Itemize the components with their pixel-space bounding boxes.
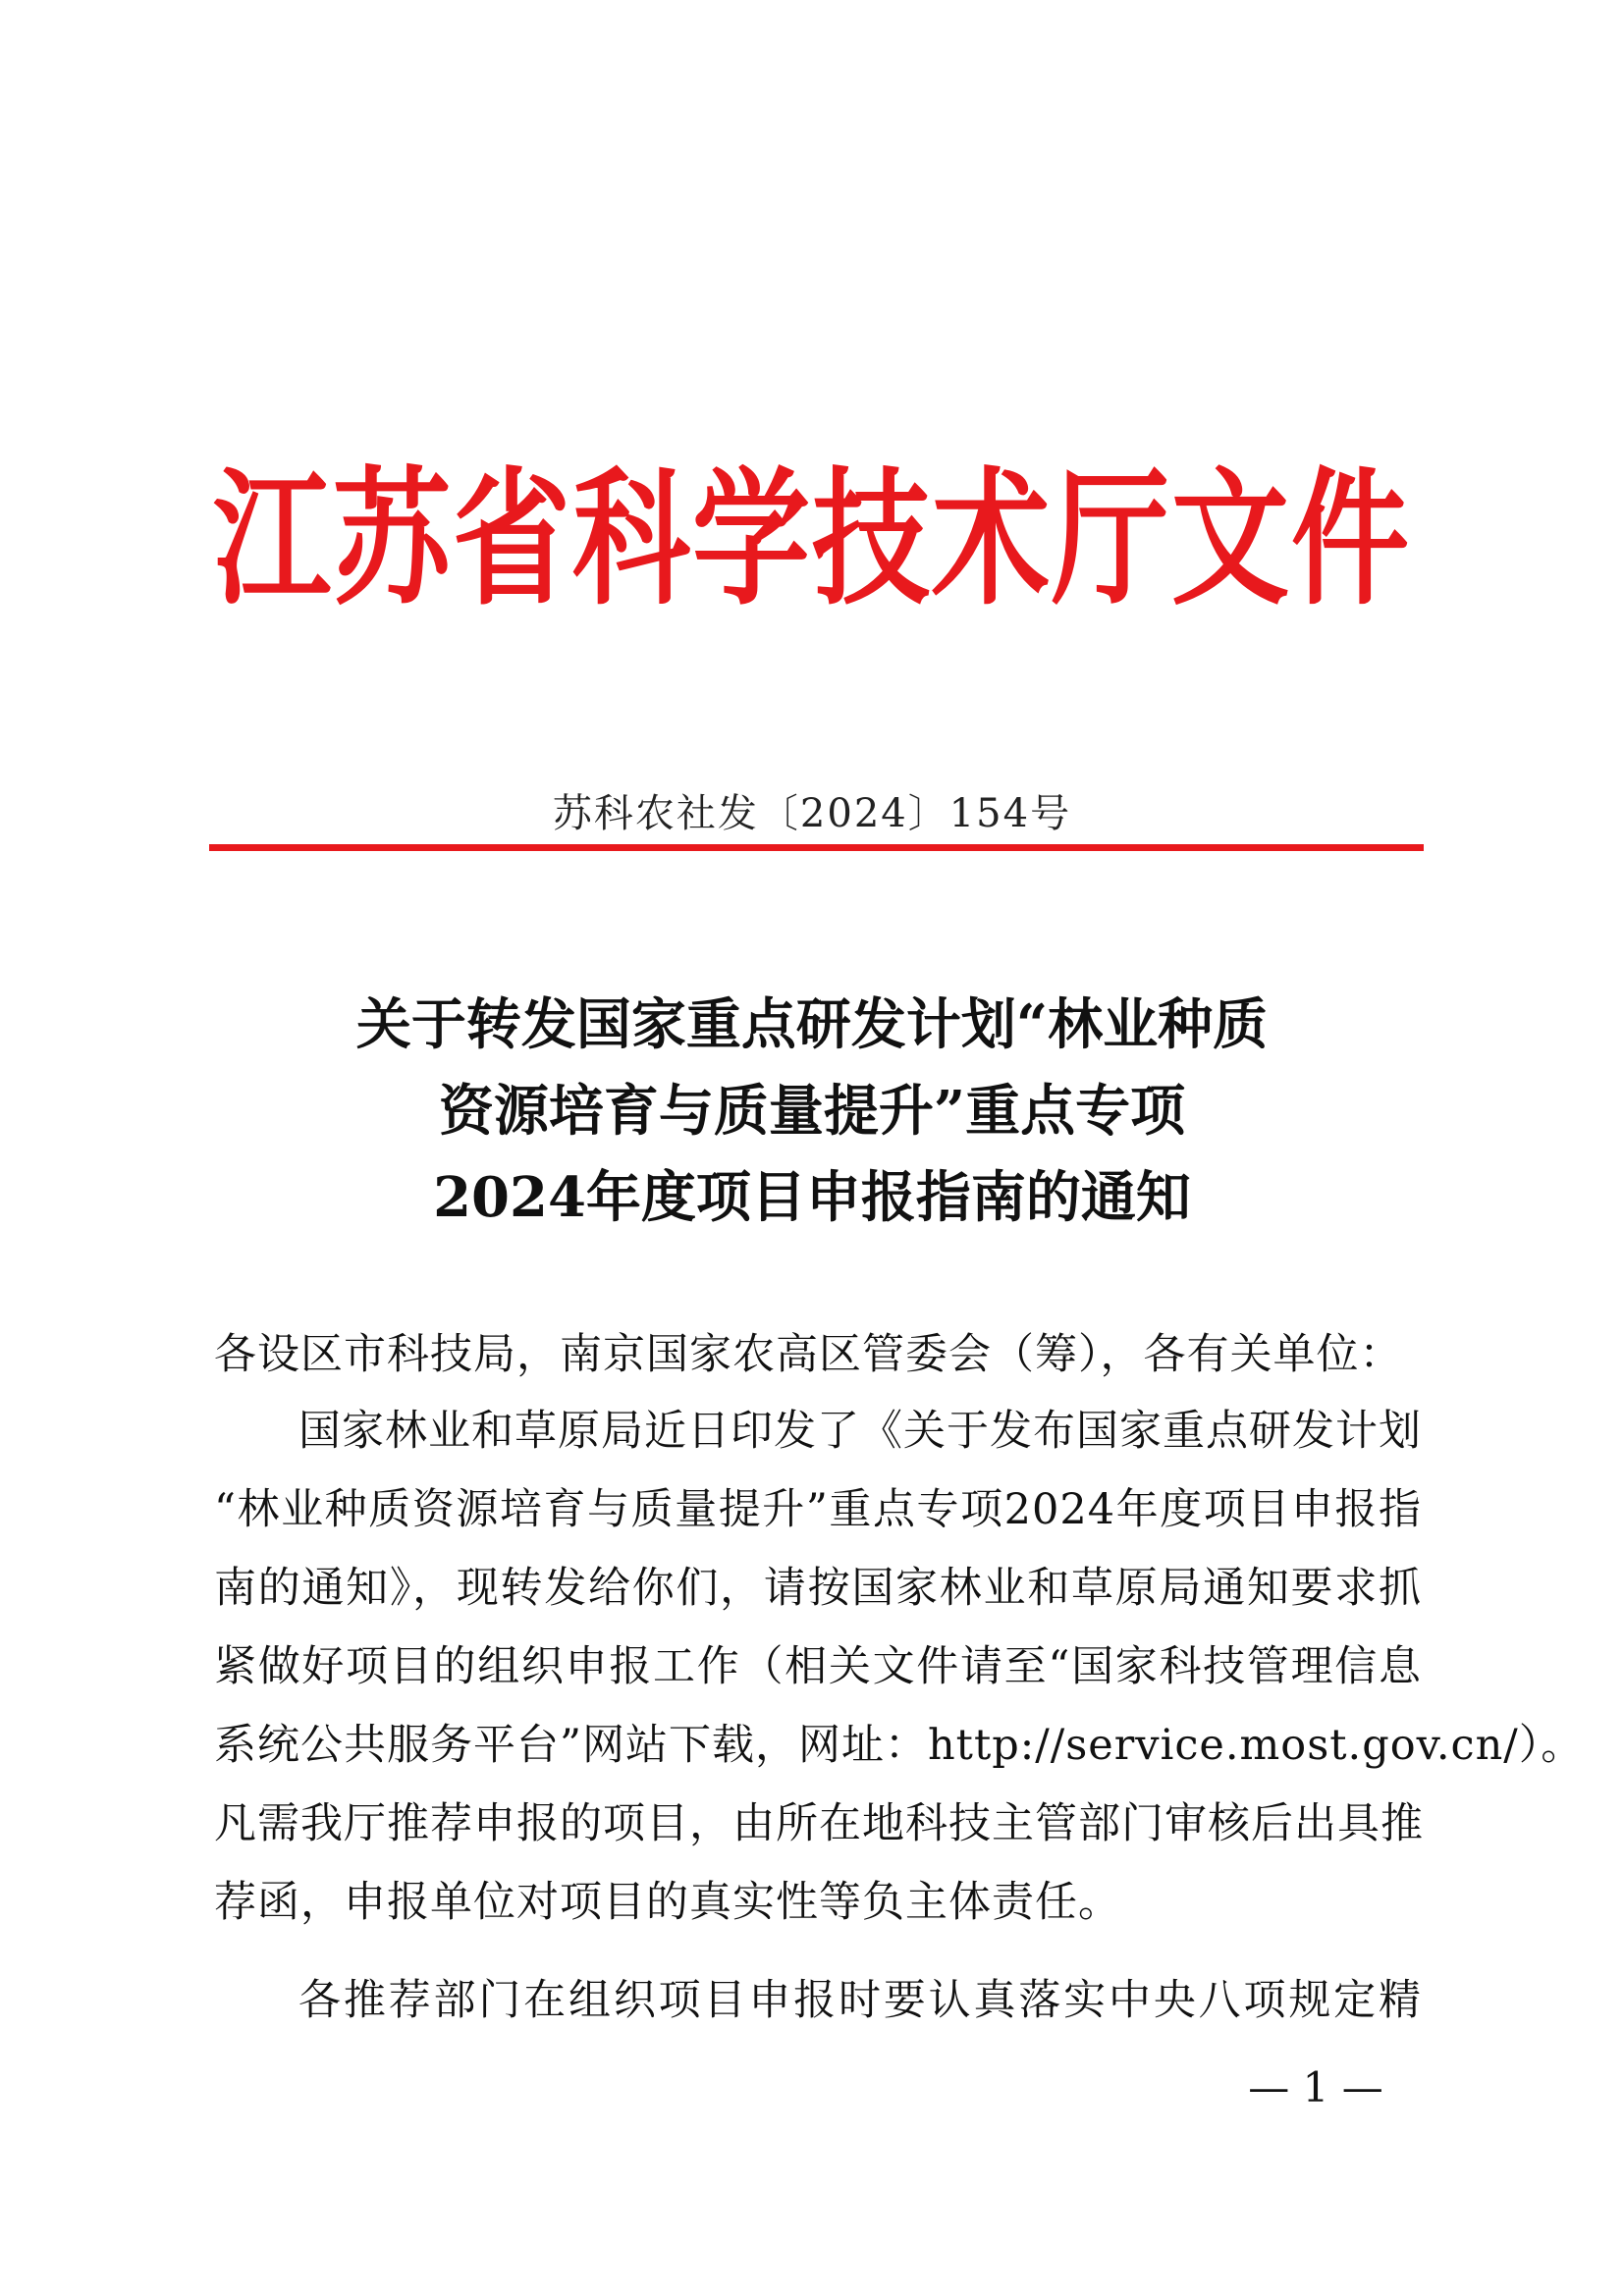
paragraph-1-line-7: 荐函，申报单位对项目的真实性等负主体责任。 [214,1878,1121,1927]
paragraph-1-line-2: “林业种质资源培育与质量提升”重点专项2024年度项目申报指 [214,1485,1422,1534]
page-number: — 1 — [1248,2063,1383,2111]
red-divider-line [209,844,1424,851]
paragraph-2-line-1: 各推荐部门在组织项目申报时要认真落实中央八项规定精 [298,1976,1422,2025]
masthead-title: 江苏省科学技术厅文件 [213,454,1411,626]
paragraph-1-line-4: 紧做好项目的组织申报工作（相关文件请至“国家科技管理信息 [214,1642,1422,1691]
notice-title-line-3: 2024年度项目申报指南的通知 [433,1165,1191,1230]
paragraph-1-line-3: 南的通知》，现转发给你们，请按国家林业和草原局通知要求抓 [214,1564,1422,1613]
notice-title-line-2: 资源培育与质量提升”重点专项 [438,1079,1186,1144]
paragraph-1-line-1: 国家林业和草原局近日印发了《关于发布国家重点研发计划 [298,1407,1422,1456]
paragraph-1-line-6: 凡需我厅推荐申报的项目，由所在地科技主管部门审核后出具推 [214,1799,1424,1848]
document-number: 苏科农社发〔2024〕154号 [552,791,1072,836]
paragraph-1-line-5: 系统公共服务平台”网站下载，网址：http://service.most.gov.cn/）。 [214,1721,1585,1770]
notice-title-line-1: 关于转发国家重点研发计划“林业种质 [355,992,1269,1057]
salutation: 各设区市科技局，南京国家农高区管委会（筹），各有关单位： [214,1330,1403,1379]
